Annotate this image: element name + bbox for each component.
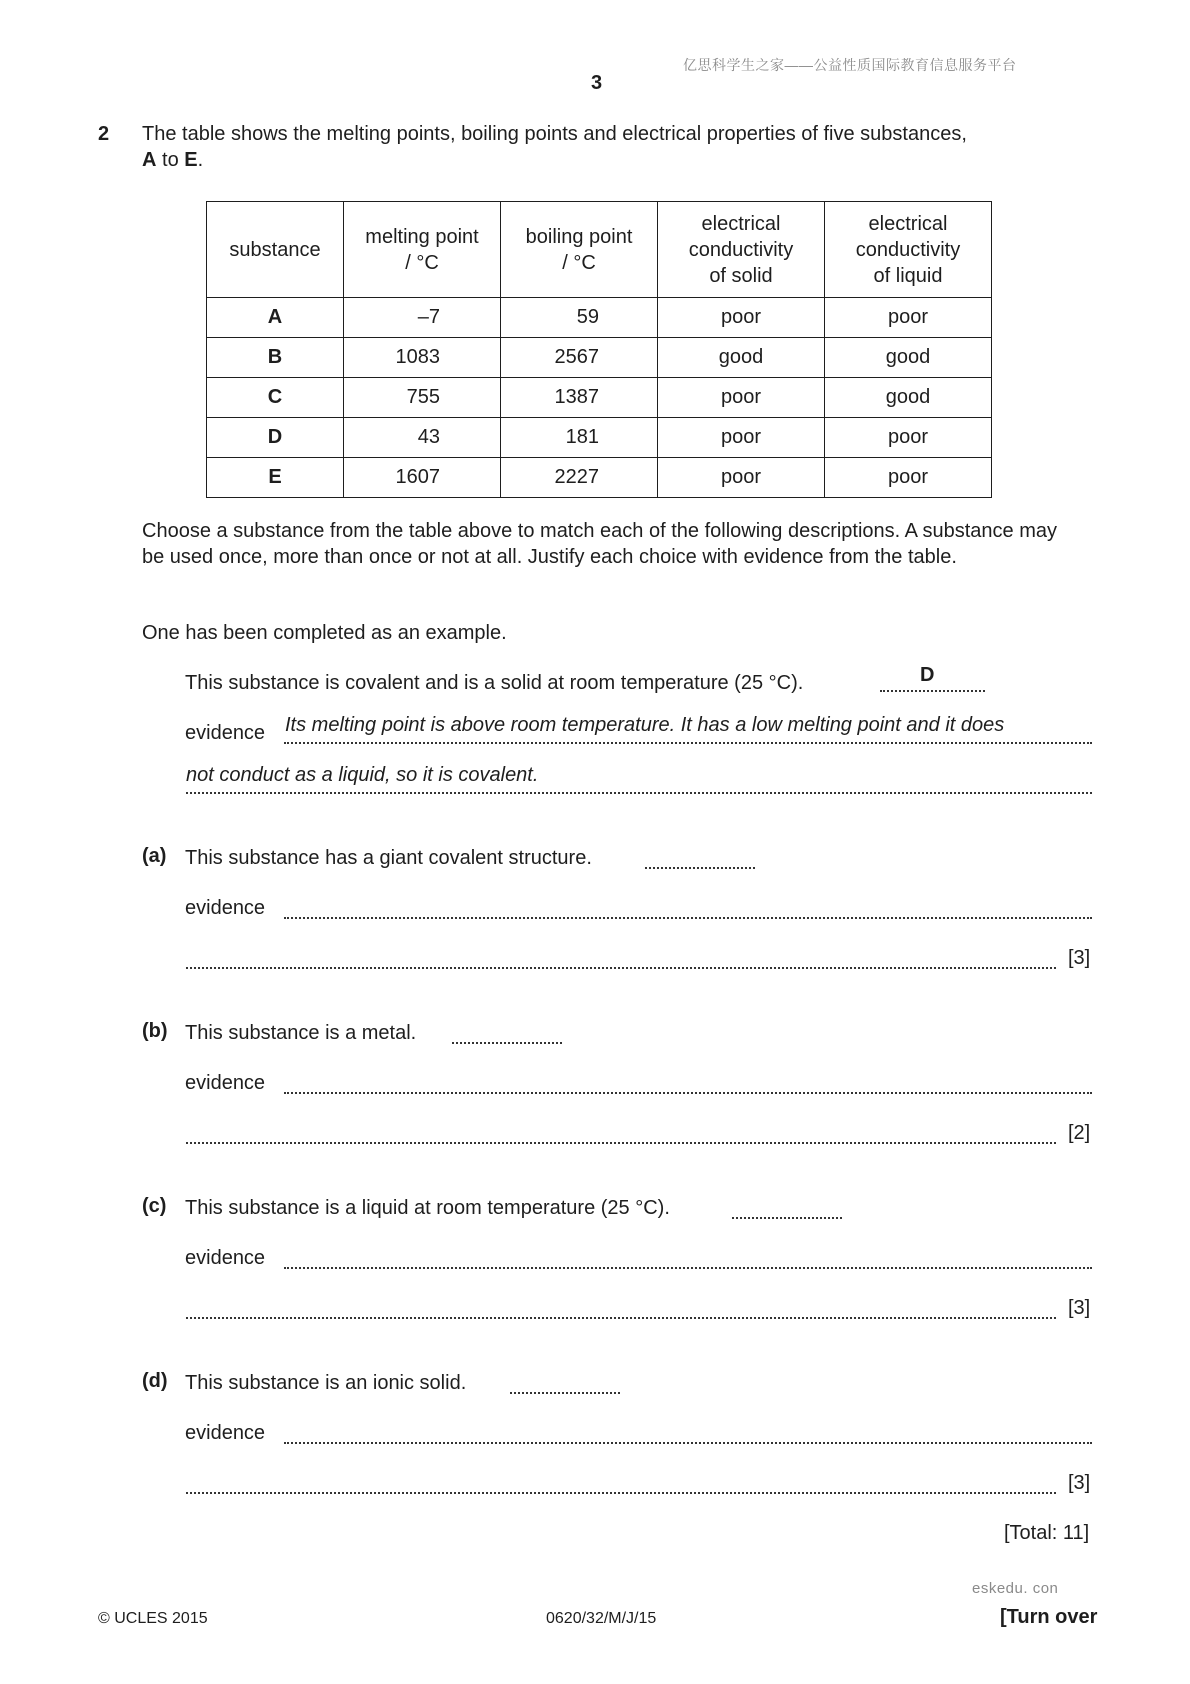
example-evidence-line-2 <box>186 792 1092 794</box>
instructions-paragraph: Choose a substance from the table above to match each of the following descriptions. A substance may be used once, more than once or not at all. Justify each choice with evidence from the table. <box>142 520 1057 568</box>
cell-boiling-point: 1387 <box>501 378 658 418</box>
cell-cond-solid: good <box>658 338 825 378</box>
part-a-evidence-line-2[interactable] <box>186 967 1056 969</box>
cell-melting-point: 43 <box>344 418 501 458</box>
part-d-label: (d) <box>142 1370 168 1392</box>
part-c-evidence-line-2[interactable] <box>186 1317 1056 1319</box>
part-c-evidence-line-1[interactable] <box>284 1267 1092 1269</box>
cell-cond-liquid: poor <box>825 298 992 338</box>
header-substance: substance <box>207 202 344 298</box>
table-row <box>207 298 992 338</box>
cell-melting-point: 755 <box>344 378 501 418</box>
cell-cond-solid: poor <box>658 378 825 418</box>
substance-from: A <box>142 149 157 171</box>
total-marks: [Total: 11] <box>1004 1522 1090 1544</box>
part-c-marks: [3] <box>1068 1297 1091 1319</box>
table-row <box>207 378 992 418</box>
example-intro: One has been completed as an example. <box>142 622 507 644</box>
cell-boiling-point: 2567 <box>501 338 658 378</box>
part-b-statement: This substance is a metal. <box>185 1022 417 1044</box>
part-c-answer-field[interactable] <box>732 1217 842 1219</box>
cell-cond-solid: poor <box>658 418 825 458</box>
cell-cond-liquid: good <box>825 338 992 378</box>
part-c-evidence-label: evidence <box>185 1247 266 1269</box>
properties-table <box>206 201 992 498</box>
part-d-answer-field[interactable] <box>510 1392 620 1394</box>
cell-melting-point: 1083 <box>344 338 501 378</box>
cell-boiling-point: 181 <box>501 418 658 458</box>
question-intro-text: The table shows the melting points, boiling points and electrical properties of five substances, <box>142 123 967 145</box>
cell-melting-point: 1607 <box>344 458 501 498</box>
copyright: © UCLES 2015 <box>98 1610 208 1627</box>
example-evidence-label: evidence <box>185 722 266 744</box>
turn-over: [Turn over <box>1000 1606 1098 1628</box>
part-b-marks: [2] <box>1068 1122 1091 1144</box>
part-a-marks: [3] <box>1068 947 1091 969</box>
example-evidence-text-2: not conduct as a liquid, so it is covalent. <box>186 764 539 786</box>
footer-watermark: eskedu. con <box>972 1580 1059 1597</box>
question-intro-line2 <box>142 147 203 173</box>
part-c-statement: This substance is a liquid at room temperature (25 °C). <box>185 1197 670 1219</box>
substance-to: E <box>184 149 198 171</box>
part-a-statement: This substance has a giant covalent structure. <box>185 847 592 869</box>
table-header-row <box>207 202 992 298</box>
header-conductivity-liquid: electrical conductivity of liquid <box>825 202 992 298</box>
cell-cond-solid: poor <box>658 298 825 338</box>
part-b-evidence-label: evidence <box>185 1072 266 1094</box>
part-c-label: (c) <box>142 1195 167 1217</box>
header-boiling-point: boiling point / °C <box>501 202 658 298</box>
example-evidence-text-1: Its melting point is above room temperature. It has a low melting point and it does <box>285 714 1005 736</box>
header-conductivity-solid: electrical conductivity of solid <box>658 202 825 298</box>
intro-to-word: to <box>156 149 185 171</box>
question-intro <box>142 121 967 147</box>
part-d-statement: This substance is an ionic solid. <box>185 1372 467 1394</box>
example-statement: This substance is covalent and is a solid at room temperature (25 °C). <box>185 672 804 694</box>
part-b-evidence-line-2[interactable] <box>186 1142 1056 1144</box>
example-evidence-line-1 <box>284 742 1092 744</box>
part-d-evidence-label: evidence <box>185 1422 266 1444</box>
part-b-label: (b) <box>142 1020 168 1042</box>
part-d-marks: [3] <box>1068 1472 1091 1494</box>
question-number: 2 <box>98 123 110 145</box>
part-b-evidence-line-1[interactable] <box>284 1092 1092 1094</box>
table-row <box>207 338 992 378</box>
cell-cond-liquid: poor <box>825 418 992 458</box>
header-melting-point: melting point / °C <box>344 202 501 298</box>
example-answer: D <box>920 664 935 686</box>
cell-cond-liquid: good <box>825 378 992 418</box>
cell-cond-liquid: poor <box>825 458 992 498</box>
table-row <box>207 418 992 458</box>
example-answer-line <box>880 690 985 692</box>
cell-boiling-point: 59 <box>501 298 658 338</box>
paper-code: 0620/32/M/J/15 <box>546 1610 657 1627</box>
cell-substance: B <box>207 338 344 378</box>
part-a-evidence-label: evidence <box>185 897 266 919</box>
intro-end: . <box>197 149 204 171</box>
page-number: 3 <box>591 72 603 94</box>
cell-boiling-point: 2227 <box>501 458 658 498</box>
part-a-answer-field[interactable] <box>645 867 755 869</box>
cell-substance: A <box>207 298 344 338</box>
header-watermark: 亿思科学生之家——公益性质国际教育信息服务平台 <box>683 57 1017 73</box>
cell-cond-solid: poor <box>658 458 825 498</box>
part-a-label: (a) <box>142 845 167 867</box>
cell-substance: C <box>207 378 344 418</box>
cell-melting-point: –7 <box>344 298 501 338</box>
cell-substance: D <box>207 418 344 458</box>
part-b-answer-field[interactable] <box>452 1042 562 1044</box>
table-row <box>207 458 992 498</box>
part-d-evidence-line-2[interactable] <box>186 1492 1056 1494</box>
part-a-evidence-line-1[interactable] <box>284 917 1092 919</box>
cell-substance: E <box>207 458 344 498</box>
part-d-evidence-line-1[interactable] <box>284 1442 1092 1444</box>
